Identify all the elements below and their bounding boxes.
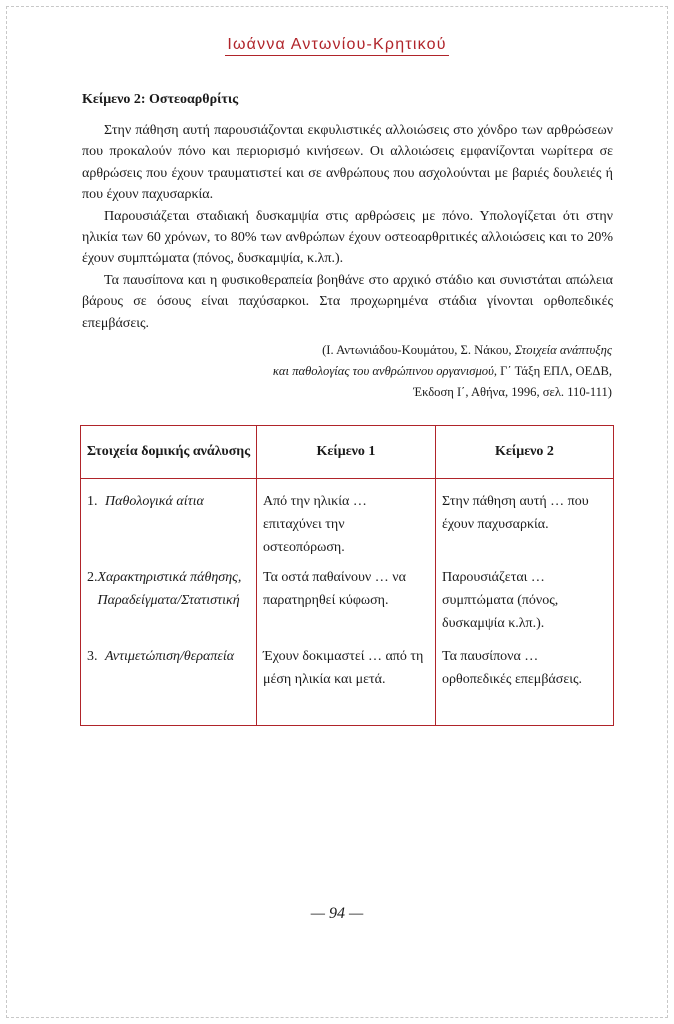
text-1-cell: Τα οστά παθαίνουν … να παρατηρηθεί κύφωση. xyxy=(257,559,436,637)
table-row xyxy=(81,637,614,726)
structural-analysis-table xyxy=(80,425,614,726)
citation-line-2 xyxy=(112,361,612,382)
section-heading: Κείμενο 2: Οστεοαρθρίτις xyxy=(82,92,239,107)
item-number: 3. xyxy=(87,649,98,664)
citation-line-3: Έκδοση Ι΄, Αθήνα, 1996, σελ. 110-111) xyxy=(413,385,612,399)
body-text xyxy=(82,120,613,334)
citation-title-part-2: και παθολογίας του ανθρώπινου οργανισμού xyxy=(272,364,494,378)
page-border-bottom xyxy=(6,1017,668,1018)
text-1-cell: Από την ηλικία … επιταχύνει την οστεοπόρωση. xyxy=(257,479,436,560)
item-label: Παθολογικά αίτια xyxy=(105,494,204,509)
item-label: Αντιμετώπιση/θεραπεία xyxy=(105,649,235,664)
page-border-top xyxy=(6,6,668,7)
header-text-1: Κείμενο 1 xyxy=(257,426,436,479)
page-border-left xyxy=(6,6,7,1018)
row-label-cell xyxy=(81,559,257,637)
table-header-row xyxy=(81,426,614,479)
paragraph-2: Παρουσιάζεται σταδιακή δυσκαμψία στις αρθρώσεις με πόνο. Υπολογίζεται ότι στην ηλικία των 60 χρόνων, το 80% των ανθρώπων έχουν οστεοαρθριτικές αλλοιώσεις και το 20% έχουν συμπτώματα (πόνος, δυσκαμψία, κ.λπ.). xyxy=(82,208,613,267)
citation-publisher: , Γ΄ Τάξη ΕΠΛ, ΟΕΔΒ, xyxy=(493,364,612,378)
item-number: 1. xyxy=(87,494,98,509)
paragraph-1: Στην πάθηση αυτή παρουσιάζονται εκφυλιστικές αλλοιώσεις στο χόνδρο των αρθρώσεων που προκαλούν πόνο και περιορισμό κινήσεων. Οι αλλοιώσεις εμφανίζονται νωρίτερα σε αρθρώσεις που έχουν τραυματιστεί και σε ανθρώπους που ασχολούνται με βαριές δουλειές ή που έχουν παχυσαρκία. xyxy=(82,123,613,203)
page-number: — 94 — xyxy=(310,905,364,922)
item-label: Χαρακτηριστικά πάθησης, Παραδείγματα/Στατιστική xyxy=(97,570,242,608)
citation-line-1 xyxy=(112,340,612,361)
citation xyxy=(112,340,612,403)
running-head xyxy=(0,36,674,54)
citation-authors: (Ι. Αντωνιάδου-Κουμάτου, Σ. Νάκου, xyxy=(322,343,515,357)
text-2-cell: Τα παυσίπονα … ορθοπεδικές επεμβάσεις. xyxy=(436,637,614,726)
table-row xyxy=(81,559,614,637)
item-number: 2. xyxy=(87,570,98,585)
text-1-cell: Έχουν δοκιμαστεί … από τη μέση ηλικία και μετά. xyxy=(257,637,436,726)
citation-title-part-1: Στοιχεία ανάπτυξης xyxy=(514,343,612,357)
row-label-cell xyxy=(81,637,257,726)
running-head-author: Ιωάννα Αντωνίου-Κρητικού xyxy=(225,36,448,56)
text-2-cell: Στην πάθηση αυτή … που έχουν παχυσαρκία. xyxy=(436,479,614,560)
page-border-right xyxy=(667,6,668,1018)
text-2-cell: Παρουσιάζεται … συμπτώματα (πόνος, δυσκαμψία κ.λπ.). xyxy=(436,559,614,637)
table-row xyxy=(81,479,614,560)
paragraph-3: Τα παυσίπονα και η φυσικοθεραπεία βοηθάνε στο αρχικό στάδιο και συνιστάται απώλεια βάρους σε όσους είναι παχύσαρκοι. Στα προχωρημένα στάδια γίνονται ορθοπεδικές επεμβάσεις. xyxy=(82,272,613,331)
row-label-cell xyxy=(81,479,257,560)
header-text-2: Κείμενο 2 xyxy=(436,426,614,479)
header-structural-elements: Στοιχεία δομικής ανάλυσης xyxy=(81,426,257,479)
